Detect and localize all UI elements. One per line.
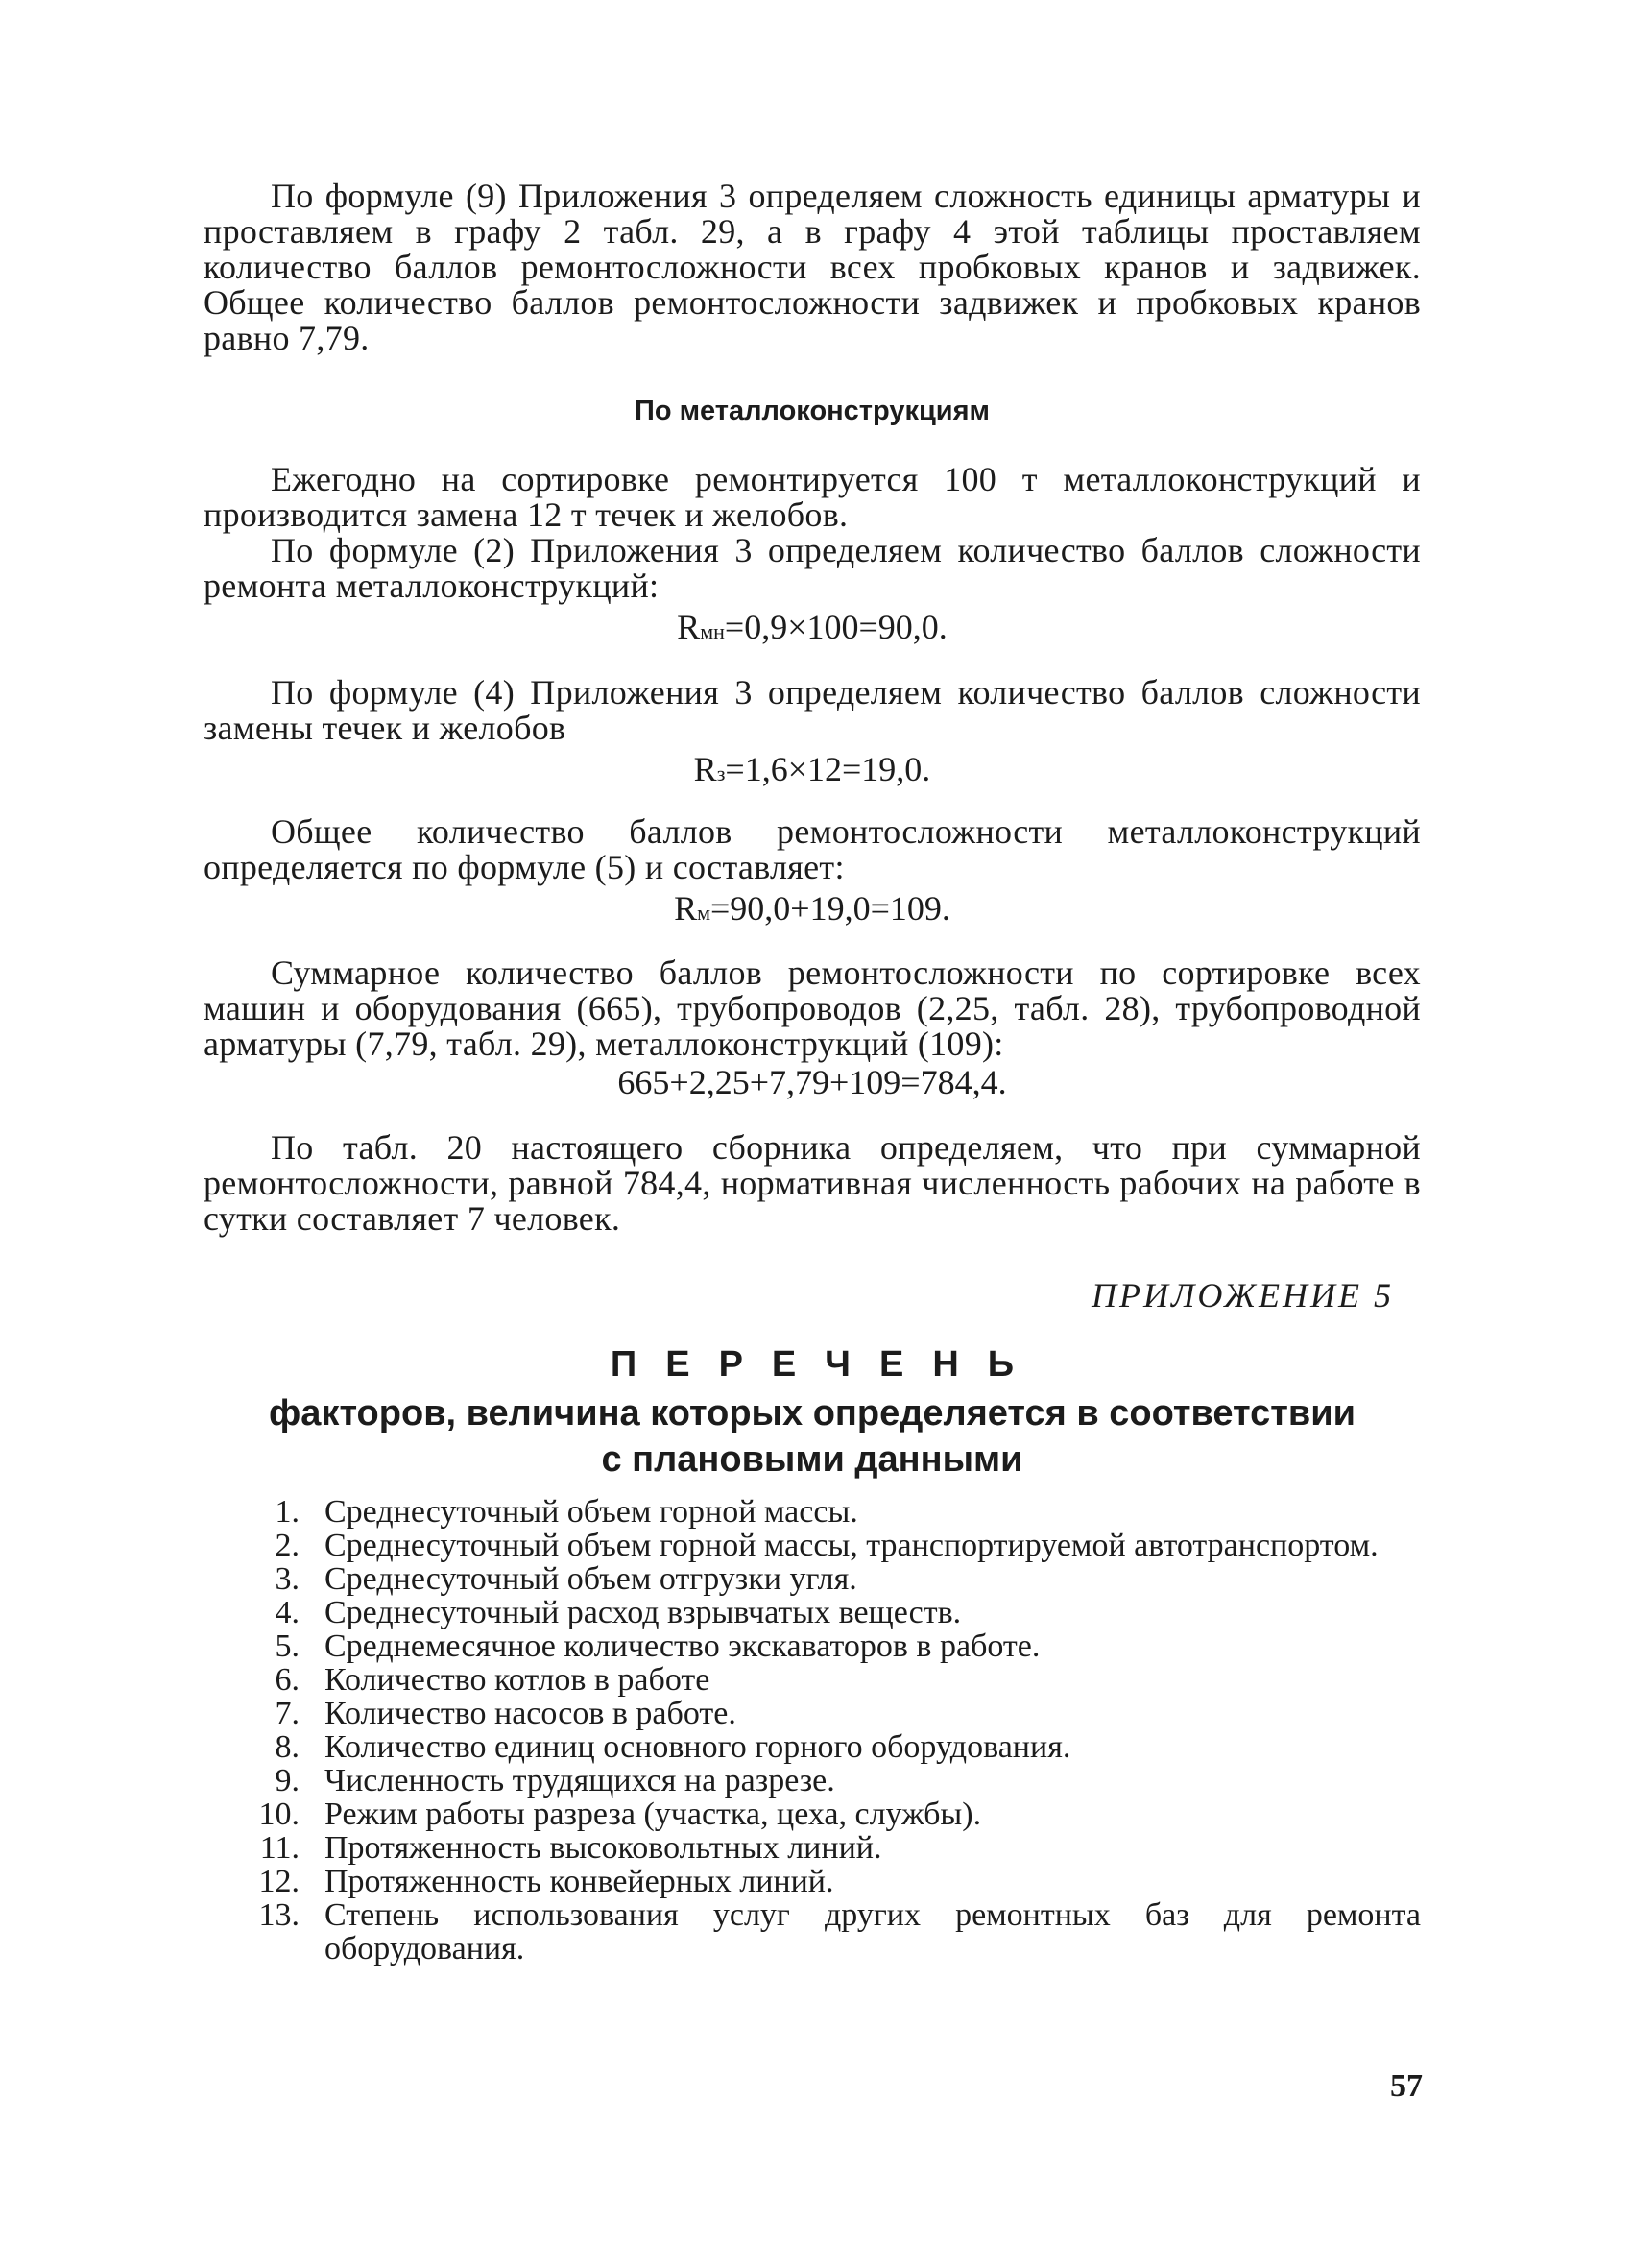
list-item: 7. Количество насосов в работе. xyxy=(275,1696,736,1731)
formula-rm-expression: =90,0+19,0=109. xyxy=(710,889,950,928)
list-item: 9. Численность трудящихся на разрезе. xyxy=(275,1763,835,1798)
formula-rmn-expression: =0,9×100=90,0. xyxy=(724,608,948,646)
factors-list xyxy=(204,1495,1421,1966)
list-item: 8. Количество единиц основного горного оборудования. xyxy=(275,1729,1071,1765)
paragraph-total-complexity: Суммарное количество баллов ремонтосложности по сортировке всех машин и оборудования (665), трубопроводов (2,25, табл. 28), трубопроводной арматуры (7,79, табл. 29), металлоконструкций (109): xyxy=(204,953,1421,1063)
list-item: 4. Среднесуточный расход взрывчатых веществ. xyxy=(275,1595,962,1630)
paragraph-fittings-complexity: По формуле (9) Приложения 3 определяем сложность единицы арматуры и проставляем в графу 2 табл. 29, а в графу 4 этой таблицы проставляем количество баллов ремонтосложности всех пробковых кранов и задвижек. Общее количество баллов ремонтосложности задвижек и пробковых кранов равно 7,79. xyxy=(204,177,1421,357)
list-title: ПЕРЕЧЕНЬ xyxy=(610,1344,1044,1385)
formula-rmn-symbol: R xyxy=(677,608,701,646)
formula-rmn xyxy=(204,608,1421,651)
formula-rz-symbol: R xyxy=(693,750,717,788)
list-item: 11. Протяженность высоковольтных линий. xyxy=(259,1830,882,1866)
list-item: 10. Режим работы разреза (участка, цеха, службы). xyxy=(258,1797,982,1832)
list-subtitle-line-2: с плановыми данными xyxy=(601,1439,1023,1480)
formula-rz-expression: =1,6×12=19,0. xyxy=(725,750,931,788)
formula-rm-symbol: R xyxy=(674,889,698,928)
formula-rmn-subscript: мн xyxy=(700,619,725,643)
formula-rm-subscript: м xyxy=(697,901,710,925)
paragraph-table-20: По табл. 20 настоящего сборника определяем, что при суммарной ремонтосложности, равной 784,4, нормативная численность рабочих на работе в сутки составляет 7 человек. xyxy=(204,1128,1421,1238)
paragraph-annual-repair: Ежегодно на сортировке ремонтируется 100 т металлоконструкций и производится замена 12 т течек и желобов. xyxy=(204,460,1421,534)
paragraph-formula-4: По формуле (4) Приложения 3 определяем количество баллов сложности замены течек и желобов xyxy=(204,673,1421,747)
formula-rz-subscript: з xyxy=(716,761,726,785)
formula-rm xyxy=(204,889,1421,932)
formula-rz xyxy=(204,750,1421,793)
list-item: 5. Среднемесячное количество экскаваторов в работе. xyxy=(275,1629,1041,1664)
list-item: 6. Количество котлов в работе xyxy=(275,1662,710,1698)
paragraph-formula-2: По формуле (2) Приложения 3 определяем количество баллов сложности ремонта металлоконструкций: xyxy=(204,531,1421,605)
list-item: 1. Среднесуточный объем горной массы. xyxy=(275,1494,858,1530)
list-item: 13. Степень использования услуг других ремонтных баз для ремонта оборудования. xyxy=(258,1897,1421,1966)
paragraph-formula-5: Общее количество баллов ремонтосложности металлоконструкций определяется по формуле (5) и составляет: xyxy=(204,812,1421,886)
page-number: 57 xyxy=(1390,2068,1423,2104)
list-item: 3. Среднесуточный объем отгрузки угля. xyxy=(275,1561,857,1597)
list-subtitle-line-1: факторов, величина которых определяется в соответствии xyxy=(269,1393,1356,1434)
appendix-label: ПРИЛОЖЕНИЕ 5 xyxy=(1092,1276,1394,1315)
section-heading-metal-structures: По металлоконструкциям xyxy=(634,396,991,426)
formula-total: 665+2,25+7,79+109=784,4. xyxy=(617,1063,1007,1101)
list-item: 2. Среднесуточный объем горной массы, транспортируемой автотранспортом. xyxy=(275,1528,1379,1563)
list-item: 12. Протяженность конвейерных линий. xyxy=(258,1864,834,1899)
